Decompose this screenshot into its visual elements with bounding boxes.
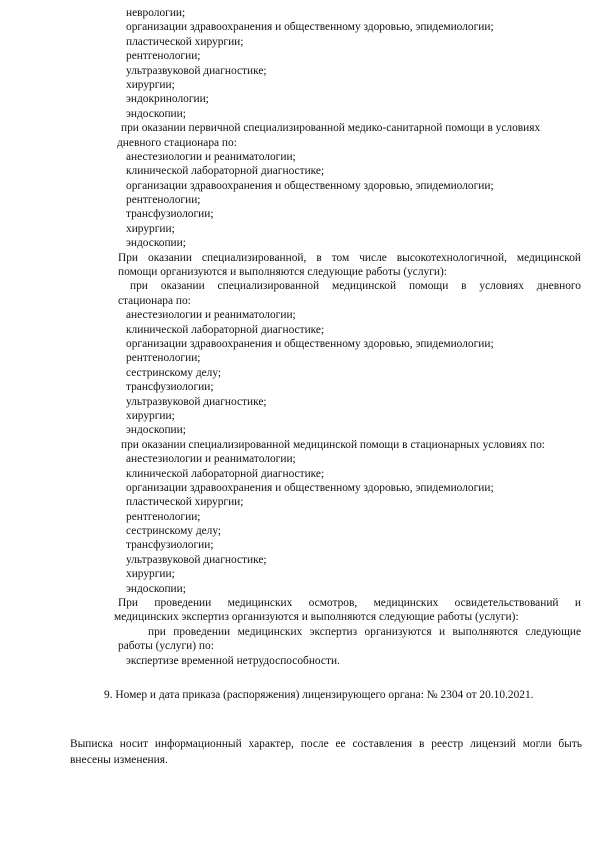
list-item: эндоскопии; xyxy=(126,237,186,250)
paragraph-intro: При проведении медицинских осмотров, медицинских освидетельствований и xyxy=(118,597,581,610)
list-item: неврологии; xyxy=(126,7,186,19)
list-item: ультразвуковой диагностике; xyxy=(126,553,267,566)
list-item: клинической лабораторной диагностике; xyxy=(126,323,325,336)
list-item: организации здравоохранения и общественному здоровью, эпидемиологии; xyxy=(126,179,494,192)
list-item: сестринскому делу; xyxy=(126,366,222,379)
list-item: анестезиологии и реаниматологии; xyxy=(126,309,296,322)
list-item: трансфузиологии; xyxy=(126,539,214,552)
list-item: сестринскому делу; xyxy=(126,525,222,538)
list-item: экспертизе временной нетрудоспособности. xyxy=(126,654,340,667)
license-order-info: 9. Номер и дата приказа (распоряжения) лицензирующего органа: № 2304 от 20.10.2021. xyxy=(104,689,534,701)
section-heading-continuation: работы (услуги) по: xyxy=(118,640,214,653)
list-item: организации здравоохранения и общественному здоровью, эпидемиологии; xyxy=(126,337,494,350)
list-item: рентгенологии; xyxy=(126,50,201,63)
list-item: анестезиологии и реаниматологии; xyxy=(126,150,296,163)
section-heading: при оказании первичной специализированной медико-санитарной помощи в условиях xyxy=(121,122,541,135)
disclaimer-line: Выписка носит информационный характер, после ее составления в реестр лицензий могли быть xyxy=(70,738,582,750)
section-heading: при проведении медицинских экспертиз организуются и выполняются следующие xyxy=(148,625,581,638)
list-item: ультразвуковой диагностике; xyxy=(126,64,267,77)
list-item: эндокринологии; xyxy=(126,93,209,106)
section-heading: при оказании специализированной медицинской помощи в стационарных условиях по: xyxy=(121,438,545,451)
list-item: хирургии; xyxy=(126,222,175,235)
list-item: эндоскопии; xyxy=(126,107,186,120)
list-item: организации здравоохранения и общественному здоровью, эпидемиологии; xyxy=(126,21,494,34)
list-item: хирургии; xyxy=(126,409,175,422)
list-item: рентгенологии; xyxy=(126,194,201,207)
list-item: рентгенологии; xyxy=(126,510,201,523)
list-item: пластической хирургии; xyxy=(126,35,244,48)
disclaimer-line: внесены изменения. xyxy=(70,753,168,766)
section-heading-continuation: стационара по: xyxy=(118,294,191,307)
paragraph-intro-continuation: медицинских экспертиз организуются и выполняются следующие работы (услуги): xyxy=(114,611,519,624)
section-heading-continuation: дневного стационара по: xyxy=(117,136,237,149)
list-item: анестезиологии и реаниматологии; xyxy=(126,453,296,466)
list-item: клинической лабораторной диагностике; xyxy=(126,165,325,178)
list-item: хирургии; xyxy=(126,568,175,581)
license-works-list xyxy=(0,6,608,668)
list-item: организации здравоохранения и общественному здоровью, эпидемиологии; xyxy=(126,481,494,494)
list-item: трансфузиологии; xyxy=(126,208,214,221)
list-item: пластической хирургии; xyxy=(126,496,244,509)
list-item: эндоскопии; xyxy=(126,424,186,437)
disclaimer-note xyxy=(70,737,582,768)
list-item: клинической лабораторной диагностике; xyxy=(126,467,325,480)
paragraph-intro: При оказании специализированной, в том числе высокотехнологичной, медицинской xyxy=(118,251,581,264)
paragraph-intro-continuation: помощи организуются и выполняются следующие работы (услуги): xyxy=(118,266,447,279)
list-item: эндоскопии; xyxy=(126,582,186,595)
list-item: хирургии; xyxy=(126,78,175,91)
list-item: рентгенологии; xyxy=(126,352,201,365)
list-item: трансфузиологии; xyxy=(126,381,214,394)
list-item: ультразвуковой диагностике; xyxy=(126,395,267,408)
section-heading: при оказании специализированной медицинской помощи в условиях дневного xyxy=(130,280,581,293)
